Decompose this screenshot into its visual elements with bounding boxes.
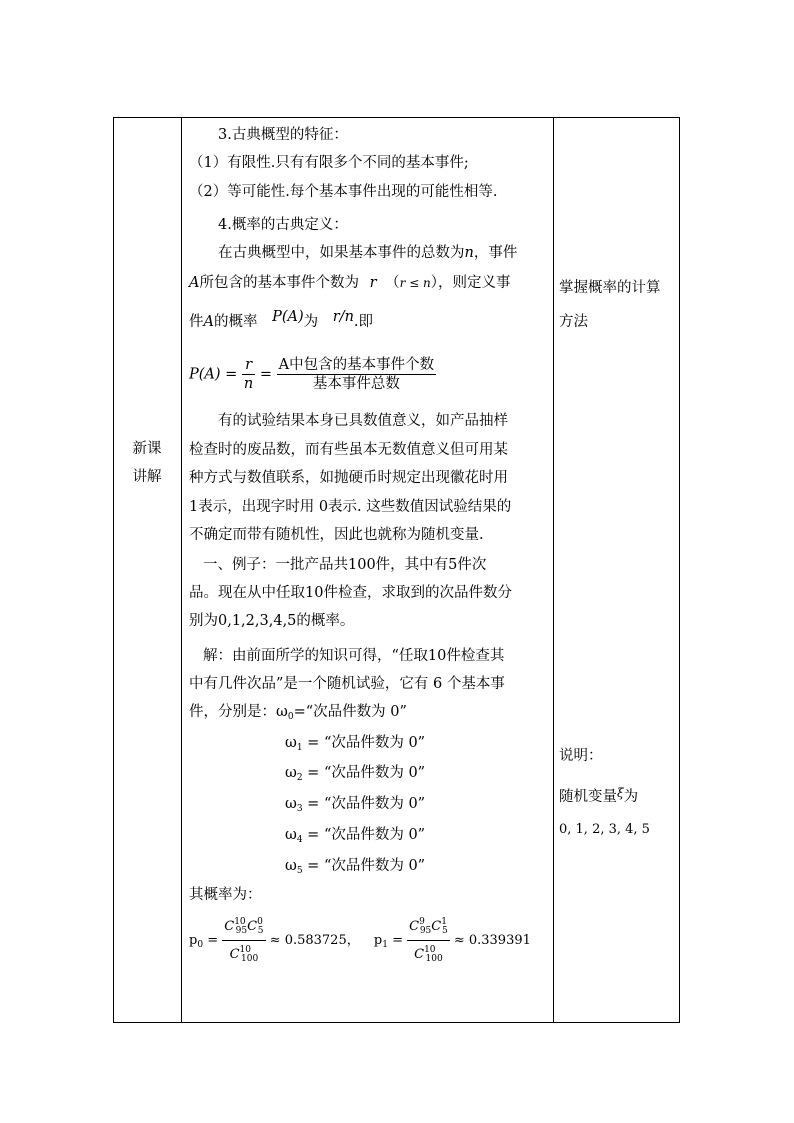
omega-sub: 2 xyxy=(296,773,303,783)
text: .即 xyxy=(353,314,374,330)
goal-line2: 方法 xyxy=(559,314,588,330)
formula-eq: = xyxy=(225,366,238,383)
p0-label: p xyxy=(189,933,198,948)
outcome-1 xyxy=(285,735,425,756)
omega-symbol: ω xyxy=(285,858,297,874)
p1-denominator xyxy=(407,941,450,967)
solution-line2: 中有几件次品”是一个随机试验，它有 6 个基本事 xyxy=(189,676,505,692)
math-PA: P(A) xyxy=(272,309,304,325)
definition-line2 xyxy=(189,275,511,291)
text: ，事件 xyxy=(473,245,518,261)
outcome-5 xyxy=(285,858,425,879)
definition-heading: 4.概率的古典定义： xyxy=(218,217,348,233)
outcome-3 xyxy=(285,796,425,817)
eq: = xyxy=(207,933,219,948)
omega-symbol: ω xyxy=(276,704,288,720)
p0-denominator xyxy=(222,941,265,967)
text: 所包含的基本事件个数为 xyxy=(199,275,359,291)
outcome-4 xyxy=(285,827,425,848)
sub: 5 xyxy=(257,926,264,936)
omega-sub: 4 xyxy=(296,835,303,845)
math-n: n xyxy=(464,245,474,261)
outcome-text: “次品件数为 0” xyxy=(323,735,426,751)
math-r-le-n: r ≤ n xyxy=(399,276,431,290)
p1-value: ≈ 0.339391 xyxy=(453,933,531,948)
text: （ xyxy=(385,275,400,291)
sub: 5 xyxy=(441,926,448,936)
probability-formula xyxy=(189,357,436,392)
definition-line1 xyxy=(218,245,517,261)
omega-symbol: ω xyxy=(285,796,297,812)
comb-C: C xyxy=(409,919,420,934)
fraction-words xyxy=(277,357,436,392)
outcome-2 xyxy=(285,765,425,786)
note-line2: 0, 1, 2, 3, 4, 5 xyxy=(559,822,650,837)
omega-symbol: ω xyxy=(285,735,297,751)
para-line2: 检查时的废品数，而有些虽本无数值意义但可用某 xyxy=(189,442,508,458)
text: ），则定义事 xyxy=(430,275,511,291)
section-label-line1: 新课 xyxy=(132,441,162,457)
sub: 95 xyxy=(235,926,248,936)
sup: 9 xyxy=(419,917,425,927)
text: 件 xyxy=(189,314,204,330)
p1-label: p xyxy=(373,933,383,948)
solution-line1: 解：由前面所学的知识可得，“任取10件检查其 xyxy=(203,648,505,664)
para-line4: 1表示，出现字时用 0表示. 这些数值因试验结果的 xyxy=(189,499,512,515)
math-A: A xyxy=(203,314,214,330)
example-line2: 品。现在从中任取10件检查，求取到的次品件数分 xyxy=(189,585,512,601)
goal-line1: 掌握概率的计算 xyxy=(559,280,661,296)
comb-C: C xyxy=(229,947,240,962)
comb-C: C xyxy=(431,919,442,934)
para-line5: 不确定而带有随机性，因此也就称为随机变量. xyxy=(189,527,484,543)
eq: = xyxy=(307,858,320,874)
note-line1 xyxy=(559,786,639,805)
note-label: 说明： xyxy=(559,748,603,764)
text: 随机变量 xyxy=(559,789,617,805)
main-content xyxy=(181,117,553,1023)
math-xi: ξ xyxy=(617,786,624,800)
outcome-text: “次品件数为 0” xyxy=(323,827,426,843)
comb-C: C xyxy=(247,919,258,934)
outcome-text: “次品件数为 0” xyxy=(323,796,426,812)
example-line1: 一、例子：一批产品共100件，其中有5件次 xyxy=(203,557,487,573)
outcome-text: “次品件数为 0” xyxy=(305,704,407,720)
text: 为 xyxy=(623,789,639,805)
para-line1: 有的试验结果本身已具数值意义，如产品抽样 xyxy=(218,413,508,429)
sup: 0 xyxy=(257,917,263,927)
p1-sub: 1 xyxy=(382,940,388,950)
outcome-text: “次品件数为 0” xyxy=(323,858,426,874)
sub: 100 xyxy=(425,954,443,964)
text: 的概率 xyxy=(213,314,258,330)
probability-values xyxy=(189,914,531,967)
eq: = xyxy=(307,827,320,843)
section-label xyxy=(113,435,181,491)
omega-sub: 0 xyxy=(287,712,294,722)
p1-numerator xyxy=(407,914,450,941)
p0-sub: 0 xyxy=(197,940,204,950)
eq: = xyxy=(392,933,403,948)
math-r-over-n: r/n xyxy=(332,309,354,325)
right-notes xyxy=(553,117,680,1023)
sup: 1 xyxy=(441,917,447,927)
para-line3: 种方式与数值联系，如抛硬币时规定出现徽花时用 xyxy=(189,470,508,486)
omega-symbol: ω xyxy=(285,827,297,843)
sup: 10 xyxy=(234,917,246,927)
sub: 95 xyxy=(419,926,432,936)
text: 在古典概型中，如果基本事件的总数为 xyxy=(218,245,465,261)
section-label-line2: 讲解 xyxy=(132,469,162,485)
definition-line3 xyxy=(189,309,374,330)
example-line3: 别为0,1,2,3,4,5的概率。 xyxy=(189,613,355,629)
feature-equal: （2）等可能性.每个基本事件出现的可能性相等. xyxy=(189,184,498,200)
eq: = xyxy=(293,704,306,720)
math-r: r xyxy=(369,275,377,291)
fraction-r-n xyxy=(242,357,255,392)
formula-PA: P(A) xyxy=(189,366,221,383)
omega-sub: 1 xyxy=(296,743,303,753)
formula-eq2: = xyxy=(259,366,273,383)
comb-C: C xyxy=(414,947,425,962)
solution-line3 xyxy=(189,704,407,725)
feature-heading: 3.古典概型的特征： xyxy=(218,127,348,143)
comb-C: C xyxy=(224,919,235,934)
sup: 10 xyxy=(239,945,251,955)
fraction-den-words: 基本事件总数 xyxy=(312,376,400,392)
sup: 10 xyxy=(424,945,436,955)
eq: = xyxy=(307,796,320,812)
omega-sub: 5 xyxy=(296,866,303,876)
probability-label: 其概率为： xyxy=(189,887,262,903)
p0-fraction xyxy=(222,914,265,967)
p0-numerator xyxy=(222,914,265,941)
feature-finite: （1）有限性.只有有限多个不同的基本事件; xyxy=(189,155,469,171)
omega-symbol: ω xyxy=(285,765,297,781)
omega-sub: 3 xyxy=(296,804,303,814)
eq: = xyxy=(307,765,320,781)
fraction-num-words: A中包含的基本事件个数 xyxy=(278,357,435,373)
p1-fraction xyxy=(407,914,450,967)
eq: = xyxy=(307,735,320,751)
sub: 100 xyxy=(241,954,259,964)
outcome-text: “次品件数为 0” xyxy=(323,765,426,781)
p0-value: ≈ 0.583725， xyxy=(269,933,360,948)
fraction-num: r xyxy=(242,357,255,375)
math-A: A xyxy=(189,275,200,291)
text: 为 xyxy=(303,314,319,330)
text: 件，分别是： xyxy=(189,704,276,720)
fraction-den: n xyxy=(243,376,254,392)
